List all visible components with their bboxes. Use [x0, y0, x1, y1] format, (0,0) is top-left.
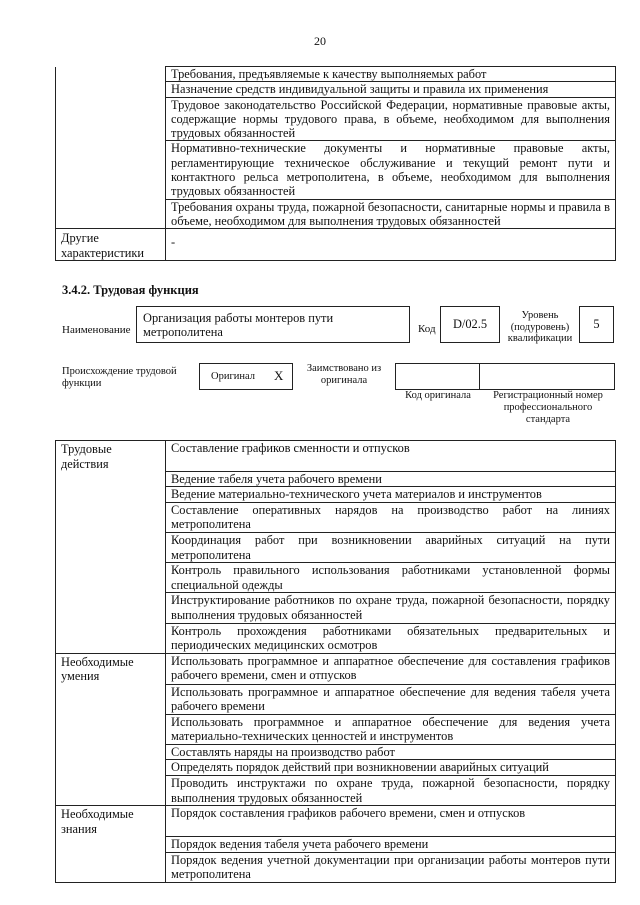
- category-cell-continuation: [56, 471, 166, 487]
- category-cell-continuation: [56, 563, 166, 593]
- table-row-item: Координация работ при возникновении аварийных ситуаций на пути метрополитена: [166, 533, 616, 563]
- function-name-box: [136, 306, 410, 343]
- table-row-item: Использовать программное и аппаратное обеспечение для ведения табеля учета рабочего времени: [166, 684, 616, 714]
- origin-label: Происхождение трудовой функции: [62, 366, 177, 389]
- table-row-item: Контроль прохождения работниками обязательных предварительных и периодических медицинских осмотров: [166, 623, 616, 653]
- page-number: 20: [314, 34, 326, 48]
- code-box: [440, 306, 500, 343]
- table-row-item: Порядок ведения табеля учета рабочего времени: [166, 836, 616, 852]
- original-box: [199, 363, 293, 390]
- category-cell-continuation: [56, 714, 166, 744]
- table-row-item: Проводить инструктажи по охране труда, пожарной безопасности, порядку выполнения трудовых обязанностей: [166, 776, 616, 806]
- knowledge-table-continuation: [55, 66, 616, 261]
- reg-number-label: Регистрационный номер профессионального стандарта: [493, 390, 603, 425]
- function-name-value: Организация работы монтеров пути метрополитена: [143, 311, 334, 339]
- code-label: Код: [418, 323, 436, 335]
- category-label: Необходимые умения: [56, 653, 166, 684]
- category-cell-continuation: [56, 852, 166, 882]
- category-cell-continuation: [56, 684, 166, 714]
- category-label: Трудовые действия: [56, 441, 166, 472]
- code-value: D/02.5: [452, 317, 488, 331]
- other-characteristics-value: -: [166, 229, 616, 261]
- table-row-item: Порядок ведения учетной документации при организации работы монтеров пути метрополитена: [166, 852, 616, 882]
- table-row-item: Ведение материально-технического учета материалов и инструментов: [166, 487, 616, 503]
- knowledge-item: Нормативно-технические документы и нормативные правовые акты, регламентирующие техническое обслуживание и текущий ремонт пути и контактного рельса метрополитена, в объеме, необходимом для выполнения трудовых обязанностей: [166, 141, 616, 199]
- level-box: [579, 306, 614, 343]
- level-value: 5: [593, 317, 600, 331]
- table-row-item: Ведение табеля учета рабочего времени: [166, 471, 616, 487]
- name-label: Наименование: [62, 324, 131, 336]
- table-row-item: Составление оперативных нарядов на производство работ на линиях метрополитена: [166, 502, 616, 532]
- category-cell-continuation: [56, 836, 166, 852]
- qualification-level-label: Уровень (подуровень) квалификации: [507, 310, 573, 344]
- original-mark: X: [274, 368, 284, 383]
- table-row-item: Определять порядок действий при возникновении аварийных ситуаций: [166, 760, 616, 776]
- code-original-label: Код оригинала: [405, 390, 471, 401]
- knowledge-item: Трудовое законодательство Российской Федерации, нормативные правовые акты, содержащие нормы трудового права, в объеме, необходимом для выполнения трудовых обязанностей: [166, 97, 616, 141]
- table-row-item: Инструктирование работников по охране труда, пожарной безопасности, порядку выполнения трудовых обязанностей: [166, 593, 616, 623]
- labor-function-table: [55, 440, 616, 883]
- category-cell-continuation: [56, 593, 166, 623]
- category-cell-empty: [56, 67, 166, 229]
- category-cell-continuation: [56, 760, 166, 776]
- table-row-item: Контроль правильного использования работниками установленной формы специальной одежды: [166, 563, 616, 593]
- category-label: Необходимые знания: [56, 806, 166, 837]
- category-cell-continuation: [56, 776, 166, 806]
- table-row-item: Составлять наряды на производство работ: [166, 744, 616, 760]
- knowledge-item: Требования охраны труда, пожарной безопасности, санитарные нормы и правила в объеме, необходимом для выполнения трудовых обязанностей: [166, 199, 616, 229]
- category-cell-continuation: [56, 533, 166, 563]
- table-row-item: Составление графиков сменности и отпусков: [166, 441, 616, 472]
- table-row-item: Порядок составления графиков рабочего времени, смен и отпусков: [166, 806, 616, 837]
- table-row-item: Использовать программное и аппаратное обеспечение для ведения учета материально-технических ценностей и инструментов: [166, 714, 616, 744]
- original-label: Оригинал: [211, 371, 255, 382]
- category-cell-continuation: [56, 487, 166, 503]
- knowledge-item: Требования, предъявляемые к качеству выполняемых работ: [166, 67, 616, 82]
- table-row-item: Использовать программное и аппаратное обеспечение для составления графиков рабочего времени, смен и отпусков: [166, 653, 616, 684]
- category-cell-continuation: [56, 744, 166, 760]
- reg-number-box: [479, 363, 615, 390]
- category-cell-continuation: [56, 502, 166, 532]
- borrowed-label: Заимствовано из оригинала: [306, 363, 382, 386]
- category-cell-continuation: [56, 623, 166, 653]
- section-heading: 3.4.2. Трудовая функция: [62, 283, 199, 297]
- code-original-box: [395, 363, 480, 390]
- knowledge-item: Назначение средств индивидуальной защиты и правила их применения: [166, 82, 616, 97]
- other-characteristics-label: Другие характеристики: [56, 229, 166, 261]
